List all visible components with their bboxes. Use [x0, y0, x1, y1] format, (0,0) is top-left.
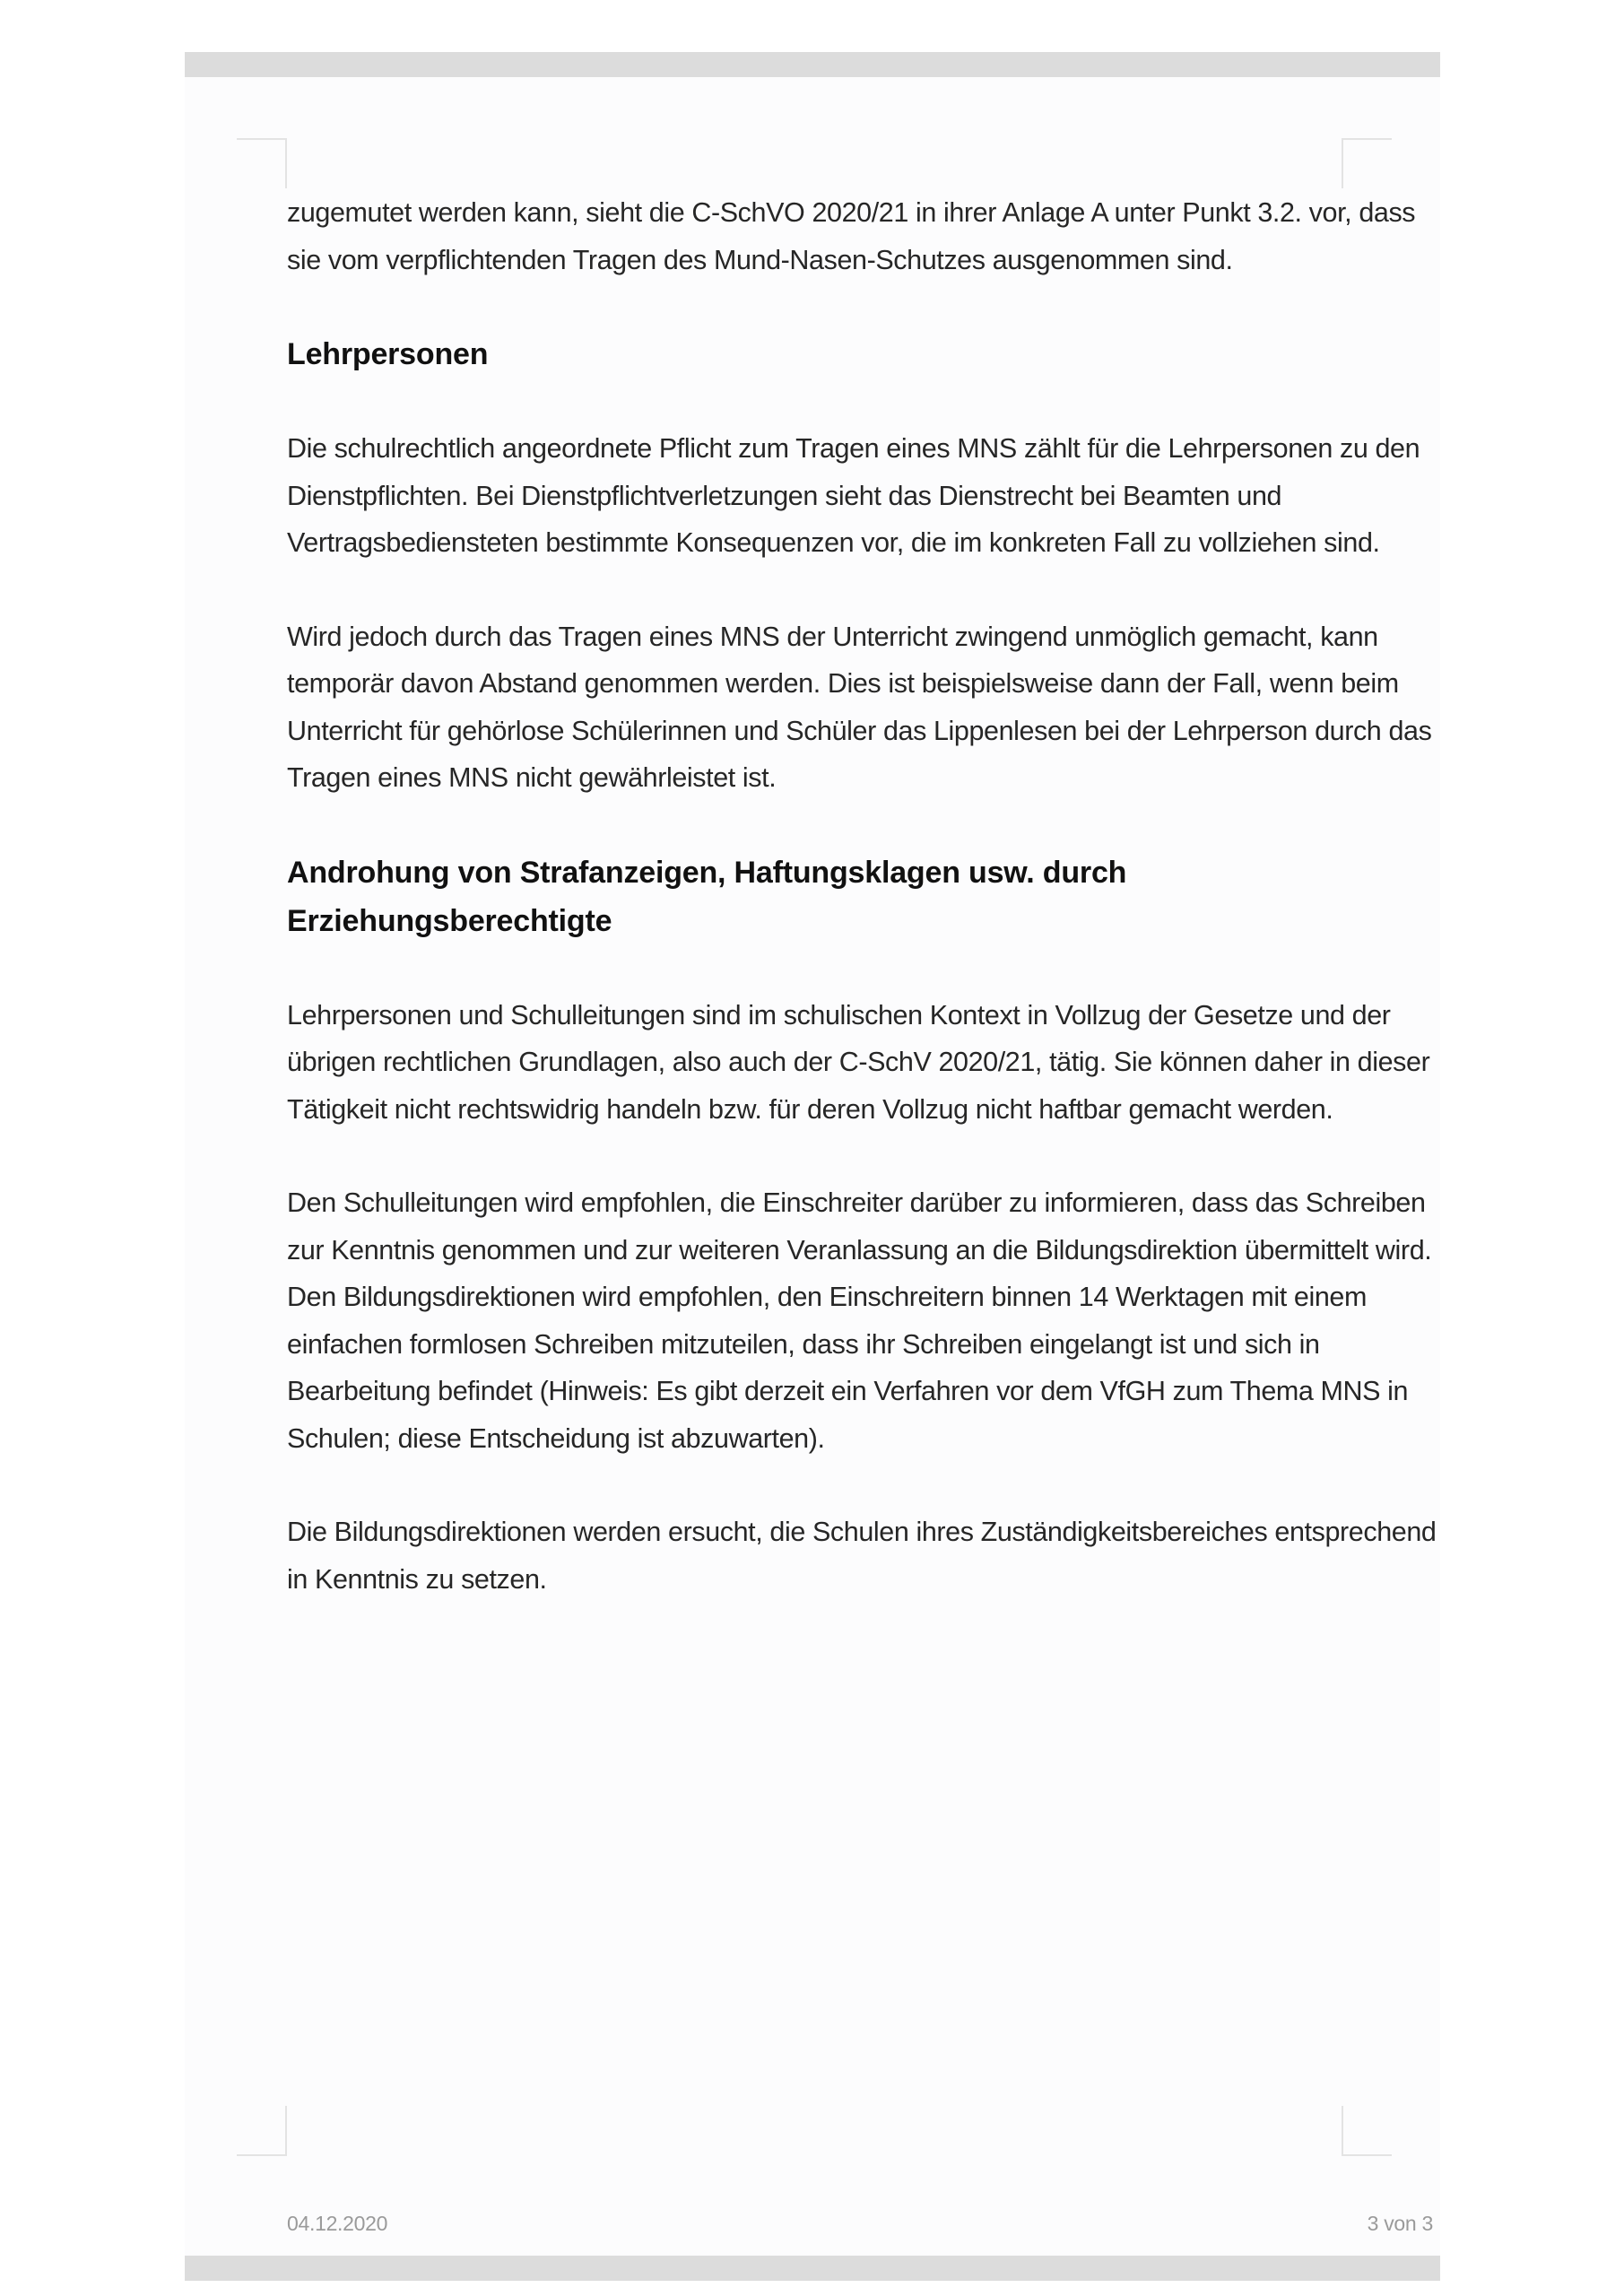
viewer-bottom-bar [185, 2256, 1440, 2281]
intro-paragraph: zugemutet werden kann, sieht die C-SchVO 2020/21 in ihrer Anlage A unter Punkt 3.2. vor, dass sie vom verpflichtenden Tragen des Mund-Nasen-Schutzes ausgenommen sind. [287, 197, 1416, 275]
paragraph: Den Schulleitungen wird empfohlen, die Einschreiter darüber zu informieren, dass das Schreiben zur Kenntnis genommen und zur weiteren Veranlassung an die Bildungsdirektion übermittelt wird. Den Bildungsdirektionen wird empfohlen, den Einschreitern binnen 14 Werktagen mit einem einfachen formlosen Schreiben mitzuteilen, dass ihr Schreiben eingelangt ist und sich in Bearbeitung befindet (Hinweis: Es gibt derzeit ein Verfahren vor dem VfGH zum Thema MNS in Schulen; diese Entscheidung ist abzuwarten). [287, 1187, 1432, 1454]
viewer-top-bar [185, 52, 1440, 77]
paragraph: Die Bildungsdirektionen werden ersucht, die Schulen ihres Zuständigkeitsbereiches entsprechend in Kenntnis zu setzen. [287, 1517, 1437, 1595]
document-body [287, 189, 1623, 1649]
paragraph: Die schulrechtlich angeordnete Pflicht zum Tragen eines MNS zählt für die Lehrpersonen zu den Dienstpflichten. Bei Dienstpflichtverletzungen sieht das Dienstrecht bei Beamten und Vertragsbediensteten bestimmte Konsequenzen vor, die im konkreten Fall zu vollziehen sind. [287, 433, 1420, 558]
paragraph: Lehrpersonen und Schulleitungen sind im schulischen Kontext in Vollzug der Gesetze und der übrigen rechtlichen Grundlagen, also auch der C-SchV 2020/21, tätig. Sie können daher in dieser Tätigkeit nicht rechtswidrig handeln bzw. für deren Vollzug nicht haftbar gemacht werden. [287, 999, 1430, 1125]
page-number: 3 von 3 [1367, 2212, 1433, 2235]
crop-mark-bottom-right [1342, 2106, 1392, 2156]
crop-mark-top-left [237, 138, 287, 188]
crop-mark-top-right [1342, 138, 1392, 188]
section-heading-lehrpersonen: Lehrpersonen [287, 337, 489, 371]
crop-mark-bottom-left [237, 2106, 287, 2156]
section-heading-androhung: Androhung von Strafanzeigen, Haftungsklagen usw. durch Erziehungsberechtigte [287, 855, 1127, 938]
document-page [185, 77, 1440, 2256]
paragraph: Wird jedoch durch das Tragen eines MNS der Unterricht zwingend unmöglich gemacht, kann temporär davon Abstand genommen werden. Dies ist beispielsweise dann der Fall, wenn beim Unterricht für gehörlose Schülerinnen und Schüler das Lippenlesen bei der Lehrperson durch das Tragen eines MNS nicht gewährleistet ist. [287, 621, 1432, 793]
footer-date: 04.12.2020 [287, 2212, 388, 2235]
